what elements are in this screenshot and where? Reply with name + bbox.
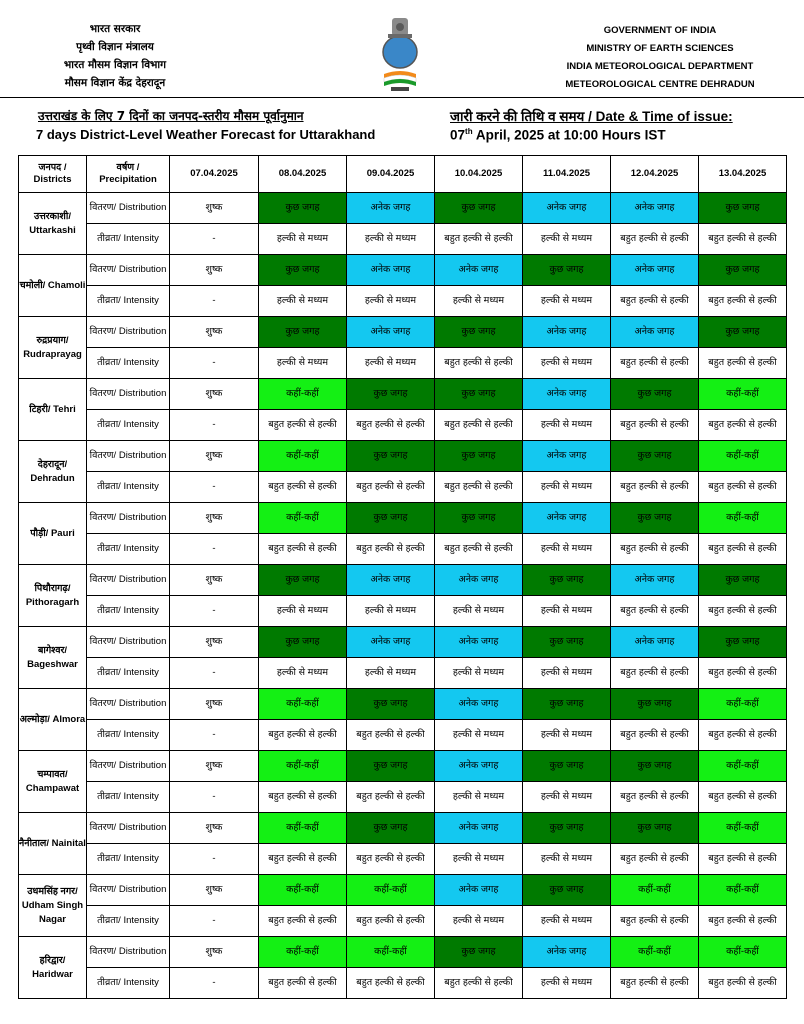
intensity-cell: हल्की से मध्यम — [259, 286, 347, 317]
intensity-cell: बहुत हल्की से हल्की — [347, 844, 435, 875]
intensity-label: तीव्रता/ Intensity — [87, 534, 170, 565]
intensity-cell: - — [170, 968, 259, 999]
distribution-cell: कुछ जगह — [523, 255, 611, 286]
distribution-cell: शुष्क — [170, 441, 259, 472]
intensity-cell: बहुत हल्की से हल्की — [611, 782, 699, 813]
intensity-cell: बहुत हल्की से हल्की — [259, 968, 347, 999]
date-header: 10.04.2025 — [435, 156, 523, 193]
distribution-cell: कुछ जगह — [523, 875, 611, 906]
intensity-cell: - — [170, 782, 259, 813]
intensity-cell: बहुत हल्की से हल्की — [699, 348, 787, 379]
district-distribution-row — [19, 193, 787, 224]
intensity-cell: बहुत हल्की से हल्की — [435, 410, 523, 441]
intensity-cell: बहुत हल्की से हल्की — [611, 224, 699, 255]
distribution-cell: अनेक जगह — [347, 193, 435, 224]
intensity-cell: बहुत हल्की से हल्की — [699, 782, 787, 813]
intensity-cell: बहुत हल्की से हल्की — [347, 968, 435, 999]
intensity-cell: हल्की से मध्यम — [435, 782, 523, 813]
district-intensity-row — [19, 534, 787, 565]
issue-label-text: जारी करने की तिथि व समय / Date & Time of issue: — [450, 109, 733, 124]
intensity-label: तीव्रता/ Intensity — [87, 286, 170, 317]
issue-label — [450, 107, 733, 125]
distribution-cell: अनेक जगह — [523, 937, 611, 968]
intensity-cell: बहुत हल्की से हल्की — [435, 472, 523, 503]
issue-datetime — [450, 127, 666, 143]
distribution-cell: कुछ जगह — [699, 565, 787, 596]
distribution-cell: कहीं-कहीं — [259, 751, 347, 782]
intensity-label: तीव्रता/ Intensity — [87, 782, 170, 813]
distribution-cell: अनेक जगह — [523, 379, 611, 410]
district-name: नैनीताल/ Nainital — [19, 813, 87, 875]
district-distribution-row — [19, 751, 787, 782]
intensity-label: तीव्रता/ Intensity — [87, 348, 170, 379]
district-name: टिहरी/ Tehri — [19, 379, 87, 441]
intensity-cell: हल्की से मध्यम — [347, 596, 435, 627]
distribution-cell: अनेक जगह — [347, 317, 435, 348]
district-intensity-row — [19, 596, 787, 627]
intensity-cell: बहुत हल्की से हल्की — [611, 286, 699, 317]
distribution-cell: कुछ जगह — [523, 627, 611, 658]
intensity-cell: बहुत हल्की से हल्की — [611, 844, 699, 875]
header-right-line: METEOROLOGICAL CENTRE DEHRADUN — [565, 79, 755, 90]
distribution-cell: अनेक जगह — [523, 193, 611, 224]
district-distribution-row — [19, 379, 787, 410]
intensity-cell: बहुत हल्की से हल्की — [699, 720, 787, 751]
distribution-label: वितरण/ Distribution — [87, 689, 170, 720]
intensity-cell: बहुत हल्की से हल्की — [699, 410, 787, 441]
distribution-cell: अनेक जगह — [435, 627, 523, 658]
district-distribution-row — [19, 255, 787, 286]
distribution-cell: कुछ जगह — [347, 379, 435, 410]
distribution-cell: कहीं-कहीं — [259, 875, 347, 906]
intensity-cell: हल्की से मध्यम — [435, 596, 523, 627]
distribution-cell: कहीं-कहीं — [699, 813, 787, 844]
district-intensity-row — [19, 658, 787, 689]
distribution-label: वितरण/ Distribution — [87, 441, 170, 472]
distribution-label: वितरण/ Distribution — [87, 503, 170, 534]
header-left — [40, 20, 190, 92]
distribution-cell: अनेक जगह — [523, 441, 611, 472]
distribution-cell: कहीं-कहीं — [699, 379, 787, 410]
district-name: उधमसिंह नगर/ Udham Singh Nagar — [19, 875, 87, 937]
intensity-cell: बहुत हल्की से हल्की — [347, 410, 435, 441]
distribution-cell: कहीं-कहीं — [259, 813, 347, 844]
date-header: 08.04.2025 — [259, 156, 347, 193]
intensity-cell: बहुत हल्की से हल्की — [699, 844, 787, 875]
intensity-cell: - — [170, 534, 259, 565]
intensity-cell: हल्की से मध्यम — [347, 286, 435, 317]
distribution-label: वितरण/ Distribution — [87, 751, 170, 782]
intensity-cell: हल्की से मध्यम — [523, 472, 611, 503]
district-name: हरिद्वार/ Haridwar — [19, 937, 87, 999]
distribution-cell: कहीं-कहीं — [347, 937, 435, 968]
intensity-cell: बहुत हल्की से हल्की — [611, 968, 699, 999]
distribution-cell: कहीं-कहीं — [699, 689, 787, 720]
intensity-cell: हल्की से मध्यम — [523, 534, 611, 565]
date-header: 12.04.2025 — [611, 156, 699, 193]
intensity-cell: हल्की से मध्यम — [259, 224, 347, 255]
distribution-cell: कहीं-कहीं — [699, 751, 787, 782]
intensity-cell: बहुत हल्की से हल्की — [611, 596, 699, 627]
intensity-cell: बहुत हल्की से हल्की — [347, 906, 435, 937]
distribution-cell: कहीं-कहीं — [259, 379, 347, 410]
distribution-cell: कुछ जगह — [611, 689, 699, 720]
distribution-cell: कुछ जगह — [523, 751, 611, 782]
header-divider — [0, 97, 804, 98]
distribution-cell: अनेक जगह — [347, 627, 435, 658]
district-intensity-row — [19, 844, 787, 875]
intensity-cell: बहुत हल्की से हल्की — [259, 906, 347, 937]
intensity-cell: बहुत हल्की से हल्की — [611, 906, 699, 937]
intensity-cell: - — [170, 472, 259, 503]
date-header: 13.04.2025 — [699, 156, 787, 193]
distribution-cell: अनेक जगह — [611, 193, 699, 224]
district-distribution-row — [19, 565, 787, 596]
header-left-line: भारत सरकार — [89, 23, 141, 35]
distribution-cell: कुछ जगह — [611, 441, 699, 472]
distribution-cell: अनेक जगह — [611, 317, 699, 348]
distribution-label: वितरण/ Distribution — [87, 813, 170, 844]
intensity-cell: हल्की से मध्यम — [523, 658, 611, 689]
intensity-cell: - — [170, 720, 259, 751]
header-right-line: MINISTRY OF EARTH SCIENCES — [586, 43, 734, 54]
intensity-cell: - — [170, 286, 259, 317]
issue-day: 07 — [450, 127, 466, 143]
district-distribution-row — [19, 689, 787, 720]
intensity-label: तीव्रता/ Intensity — [87, 720, 170, 751]
intensity-cell: बहुत हल्की से हल्की — [611, 410, 699, 441]
intensity-cell: बहुत हल्की से हल्की — [611, 658, 699, 689]
distribution-cell: कुछ जगह — [699, 317, 787, 348]
distribution-cell: कुछ जगह — [611, 813, 699, 844]
distribution-cell: शुष्क — [170, 565, 259, 596]
distribution-cell: अनेक जगह — [347, 255, 435, 286]
intensity-cell: बहुत हल्की से हल्की — [347, 782, 435, 813]
distribution-cell: कुछ जगह — [259, 317, 347, 348]
distribution-cell: कहीं-कहीं — [347, 875, 435, 906]
distribution-cell: कुछ जगह — [699, 255, 787, 286]
distribution-cell: अनेक जगह — [523, 503, 611, 534]
distribution-cell: अनेक जगह — [435, 751, 523, 782]
distribution-label: वितरण/ Distribution — [87, 627, 170, 658]
intensity-cell: हल्की से मध्यम — [347, 224, 435, 255]
district-distribution-row — [19, 441, 787, 472]
distribution-cell: अनेक जगह — [523, 317, 611, 348]
district-distribution-row — [19, 937, 787, 968]
intensity-cell: - — [170, 410, 259, 441]
distribution-cell: शुष्क — [170, 875, 259, 906]
distribution-cell: शुष्क — [170, 193, 259, 224]
distribution-cell: कुछ जगह — [611, 751, 699, 782]
intensity-cell: बहुत हल्की से हल्की — [259, 782, 347, 813]
district-intensity-row — [19, 782, 787, 813]
distribution-cell: कहीं-कहीं — [611, 875, 699, 906]
intensity-cell: बहुत हल्की से हल्की — [435, 968, 523, 999]
distribution-cell: कुछ जगह — [435, 441, 523, 472]
distribution-cell: कहीं-कहीं — [259, 689, 347, 720]
header-left-line: मौसम विज्ञान केंद्र देहरादून — [64, 77, 166, 89]
distribution-cell: कहीं-कहीं — [611, 937, 699, 968]
intensity-cell: बहुत हल्की से हल्की — [435, 348, 523, 379]
distribution-cell: कुछ जगह — [611, 503, 699, 534]
header-right-line: GOVERNMENT OF INDIA — [603, 25, 717, 36]
col-precip-header: वर्षण / Precipitation — [87, 156, 170, 193]
intensity-cell: हल्की से मध्यम — [523, 596, 611, 627]
distribution-cell: कुछ जगह — [435, 193, 523, 224]
issue-rest: April, 2025 at 10:00 Hours IST — [472, 127, 666, 143]
intensity-cell: हल्की से मध्यम — [347, 348, 435, 379]
intensity-cell: - — [170, 906, 259, 937]
distribution-cell: कुछ जगह — [435, 317, 523, 348]
distribution-cell: कुछ जगह — [259, 255, 347, 286]
distribution-cell: कुछ जगह — [699, 627, 787, 658]
distribution-label: वितरण/ Distribution — [87, 379, 170, 410]
intensity-label: तीव्रता/ Intensity — [87, 844, 170, 875]
intensity-cell: बहुत हल्की से हल्की — [259, 472, 347, 503]
distribution-cell: शुष्क — [170, 937, 259, 968]
district-name: अल्मोड़ा/ Almora — [19, 689, 87, 751]
intensity-cell: बहुत हल्की से हल्की — [699, 534, 787, 565]
distribution-cell: कुछ जगह — [347, 441, 435, 472]
distribution-cell: कुछ जगह — [435, 937, 523, 968]
district-distribution-row — [19, 813, 787, 844]
intensity-cell: हल्की से मध्यम — [435, 286, 523, 317]
distribution-cell: कुछ जगह — [347, 751, 435, 782]
intensity-cell: हल्की से मध्यम — [523, 720, 611, 751]
district-name: रुद्रप्रयाग/ Rudraprayag — [19, 317, 87, 379]
distribution-cell: कुछ जगह — [611, 379, 699, 410]
distribution-cell: शुष्क — [170, 751, 259, 782]
district-intensity-row — [19, 348, 787, 379]
distribution-cell: कुछ जगह — [259, 193, 347, 224]
district-intensity-row — [19, 410, 787, 441]
distribution-label: वितरण/ Distribution — [87, 255, 170, 286]
intensity-label: तीव्रता/ Intensity — [87, 906, 170, 937]
intensity-label: तीव्रता/ Intensity — [87, 968, 170, 999]
intensity-cell: बहुत हल्की से हल्की — [699, 596, 787, 627]
intensity-cell: - — [170, 658, 259, 689]
table-header-row — [19, 156, 787, 193]
distribution-cell: शुष्क — [170, 813, 259, 844]
intensity-cell: बहुत हल्की से हल्की — [699, 658, 787, 689]
distribution-cell: कहीं-कहीं — [259, 937, 347, 968]
district-name: देहरादून/ Dehradun — [19, 441, 87, 503]
intensity-label: तीव्रता/ Intensity — [87, 472, 170, 503]
intensity-cell: हल्की से मध्यम — [435, 844, 523, 875]
district-distribution-row — [19, 503, 787, 534]
distribution-cell: अनेक जगह — [611, 565, 699, 596]
district-distribution-row — [19, 627, 787, 658]
header-right-line: INDIA METEOROLOGICAL DEPARTMENT — [566, 61, 754, 72]
distribution-cell: शुष्क — [170, 255, 259, 286]
title-hindi: उत्तराखंड के लिए 7 दिनों का जनपद-स्तरीय मौसम पूर्वानुमान — [38, 109, 304, 123]
district-intensity-row — [19, 906, 787, 937]
intensity-cell: बहुत हल्की से हल्की — [699, 286, 787, 317]
intensity-cell: हल्की से मध्यम — [259, 348, 347, 379]
intensity-cell: हल्की से मध्यम — [523, 782, 611, 813]
distribution-cell: कहीं-कहीं — [699, 937, 787, 968]
intensity-cell: बहुत हल्की से हल्की — [699, 968, 787, 999]
distribution-cell: अनेक जगह — [435, 255, 523, 286]
intensity-cell: - — [170, 224, 259, 255]
district-intensity-row — [19, 472, 787, 503]
distribution-cell: अनेक जगह — [347, 565, 435, 596]
intensity-cell: बहुत हल्की से हल्की — [611, 720, 699, 751]
distribution-cell: शुष्क — [170, 627, 259, 658]
distribution-cell: कुछ जगह — [523, 813, 611, 844]
intensity-cell: - — [170, 596, 259, 627]
distribution-cell: अनेक जगह — [435, 565, 523, 596]
date-header: 07.04.2025 — [170, 156, 259, 193]
distribution-cell: कहीं-कहीं — [259, 503, 347, 534]
distribution-cell: कुछ जगह — [435, 503, 523, 534]
distribution-cell: शुष्क — [170, 379, 259, 410]
distribution-label: वितरण/ Distribution — [87, 875, 170, 906]
district-name: चम्पावत/ Champawat — [19, 751, 87, 813]
distribution-cell: कुछ जगह — [347, 503, 435, 534]
intensity-label: तीव्रता/ Intensity — [87, 596, 170, 627]
distribution-cell: कुछ जगह — [435, 379, 523, 410]
date-header: 09.04.2025 — [347, 156, 435, 193]
distribution-cell: कुछ जगह — [259, 565, 347, 596]
intensity-cell: हल्की से मध्यम — [523, 906, 611, 937]
distribution-cell: अनेक जगह — [435, 689, 523, 720]
intensity-cell: बहुत हल्की से हल्की — [611, 534, 699, 565]
intensity-cell: - — [170, 348, 259, 379]
intensity-cell: बहुत हल्की से हल्की — [259, 720, 347, 751]
intensity-cell: बहुत हल्की से हल्की — [699, 224, 787, 255]
distribution-cell: अनेक जगह — [611, 255, 699, 286]
header-left-line: पृथ्वी विज्ञान मंत्रालय — [76, 41, 154, 53]
distribution-cell: शुष्क — [170, 317, 259, 348]
intensity-cell: बहुत हल्की से हल्की — [611, 348, 699, 379]
intensity-cell: हल्की से मध्यम — [435, 906, 523, 937]
intensity-cell: बहुत हल्की से हल्की — [259, 410, 347, 441]
intensity-cell: हल्की से मध्यम — [523, 348, 611, 379]
distribution-cell: कहीं-कहीं — [699, 441, 787, 472]
intensity-label: तीव्रता/ Intensity — [87, 410, 170, 441]
intensity-cell: बहुत हल्की से हल्की — [347, 534, 435, 565]
intensity-cell: हल्की से मध्यम — [523, 968, 611, 999]
distribution-label: वितरण/ Distribution — [87, 565, 170, 596]
intensity-cell: बहुत हल्की से हल्की — [435, 534, 523, 565]
district-intensity-row — [19, 224, 787, 255]
district-name: पिथौरागढ़/ Pithoragarh — [19, 565, 87, 627]
intensity-cell: हल्की से मध्यम — [435, 720, 523, 751]
intensity-cell: बहुत हल्की से हल्की — [347, 472, 435, 503]
distribution-cell: कहीं-कहीं — [699, 875, 787, 906]
intensity-cell: बहुत हल्की से हल्की — [347, 720, 435, 751]
intensity-cell: बहुत हल्की से हल्की — [611, 472, 699, 503]
forecast-table — [18, 155, 787, 999]
national-emblem-icon — [374, 14, 426, 94]
intensity-cell: हल्की से मध्यम — [523, 224, 611, 255]
distribution-label: वितरण/ Distribution — [87, 317, 170, 348]
distribution-cell: अनेक जगह — [611, 627, 699, 658]
distribution-label: वितरण/ Distribution — [87, 193, 170, 224]
distribution-cell: कहीं-कहीं — [699, 503, 787, 534]
intensity-cell: हल्की से मध्यम — [523, 410, 611, 441]
distribution-cell: कुछ जगह — [259, 627, 347, 658]
distribution-cell: शुष्क — [170, 503, 259, 534]
intensity-label: तीव्रता/ Intensity — [87, 658, 170, 689]
issue-day-suffix: th — [465, 127, 473, 136]
district-distribution-row — [19, 317, 787, 348]
district-distribution-row — [19, 875, 787, 906]
intensity-cell: हल्की से मध्यम — [259, 658, 347, 689]
district-name: उत्तरकाशी/ Uttarkashi — [19, 193, 87, 255]
district-name: बागेश्वर/ Bageshwar — [19, 627, 87, 689]
distribution-cell: अनेक जगह — [435, 875, 523, 906]
intensity-cell: हल्की से मध्यम — [259, 596, 347, 627]
district-name: चमोली/ Chamoli — [19, 255, 87, 317]
distribution-cell: कुछ जगह — [347, 813, 435, 844]
distribution-cell: शुष्क — [170, 689, 259, 720]
distribution-cell: कुछ जगह — [523, 565, 611, 596]
distribution-cell: कहीं-कहीं — [259, 441, 347, 472]
intensity-cell: हल्की से मध्यम — [523, 844, 611, 875]
distribution-cell: कुछ जगह — [699, 193, 787, 224]
intensity-cell: हल्की से मध्यम — [347, 658, 435, 689]
distribution-cell: कुछ जगह — [347, 689, 435, 720]
intensity-cell: बहुत हल्की से हल्की — [699, 906, 787, 937]
intensity-cell: बहुत हल्की से हल्की — [699, 472, 787, 503]
header-left-line: भारत मौसम विज्ञान विभाग — [63, 59, 167, 71]
district-intensity-row — [19, 720, 787, 751]
distribution-cell: अनेक जगह — [435, 813, 523, 844]
intensity-cell: बहुत हल्की से हल्की — [259, 534, 347, 565]
district-intensity-row — [19, 286, 787, 317]
header-right — [560, 22, 760, 94]
intensity-cell: बहुत हल्की से हल्की — [259, 844, 347, 875]
date-header: 11.04.2025 — [523, 156, 611, 193]
intensity-cell: हल्की से मध्यम — [523, 286, 611, 317]
col-district-header: जनपद / Districts — [19, 156, 87, 193]
intensity-label: तीव्रता/ Intensity — [87, 224, 170, 255]
intensity-cell: हल्की से मध्यम — [435, 658, 523, 689]
intensity-cell: बहुत हल्की से हल्की — [435, 224, 523, 255]
intensity-cell: - — [170, 844, 259, 875]
district-intensity-row — [19, 968, 787, 999]
title-english: 7 days District-Level Weather Forecast for Uttarakhand — [36, 127, 376, 142]
district-name: पौड़ी/ Pauri — [19, 503, 87, 565]
distribution-label: वितरण/ Distribution — [87, 937, 170, 968]
distribution-cell: कुछ जगह — [523, 689, 611, 720]
